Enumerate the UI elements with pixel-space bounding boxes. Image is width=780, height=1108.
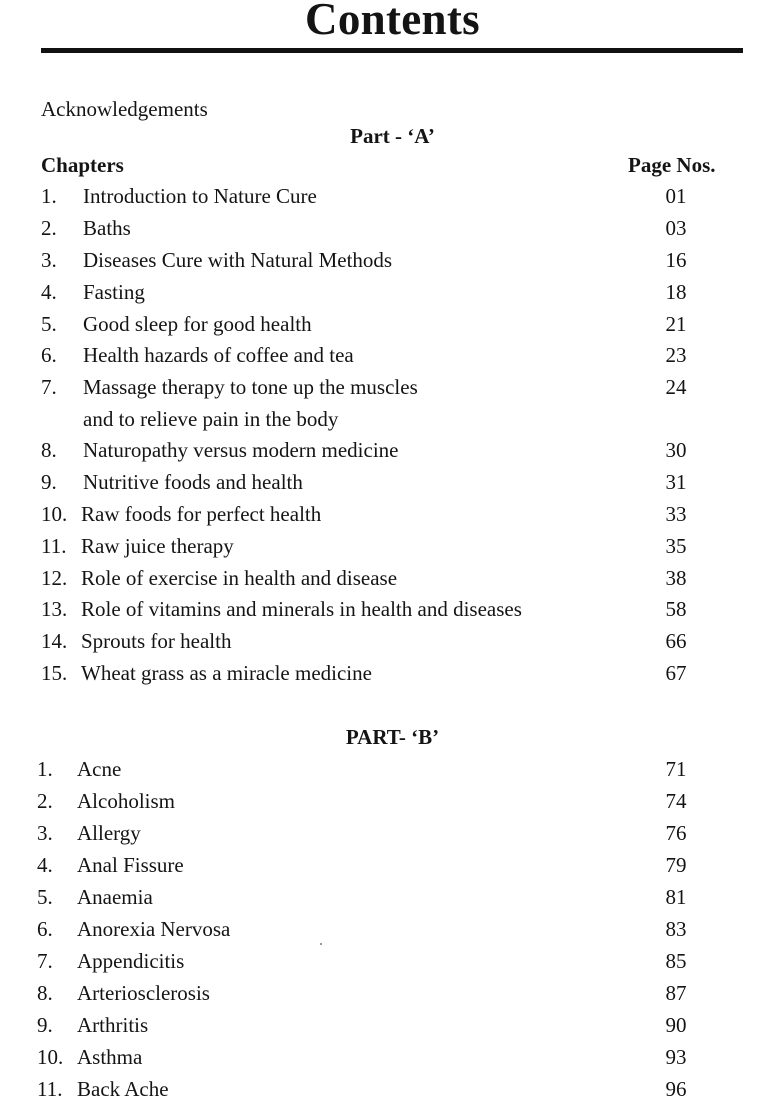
entry-number: 11.: [37, 1077, 63, 1101]
toc-entry[interactable]: [0, 597, 780, 628]
entry-number: 8.: [41, 438, 57, 462]
entry-page: 24: [665, 375, 687, 399]
entry-title: Health hazards of coffee and tea: [83, 343, 354, 367]
toc-entry[interactable]: [0, 1013, 780, 1044]
entry-number: 2.: [37, 789, 53, 813]
entry-title: Anorexia Nervosa: [77, 917, 231, 941]
toc-entry[interactable]: [0, 343, 780, 374]
toc-entry[interactable]: [0, 757, 780, 788]
toc-entry[interactable]: [0, 821, 780, 852]
entry-title: Asthma: [77, 1045, 143, 1069]
entry-title: Nutritive foods and health: [83, 470, 303, 494]
entry-title-continued: and to relieve pain in the body: [83, 407, 339, 431]
toc-entry[interactable]: [0, 312, 780, 343]
entry-title: Diseases Cure with Natural Methods: [83, 248, 393, 272]
entry-title: Arteriosclerosis: [77, 981, 210, 1005]
entry-page: 33: [665, 502, 687, 526]
entry-page: 03: [665, 216, 687, 240]
toc-entry[interactable]: [0, 470, 780, 501]
entry-page: 74: [665, 789, 687, 813]
entry-number: 2.: [41, 216, 57, 240]
toc-entry[interactable]: [0, 502, 780, 533]
entry-page: 81: [665, 885, 687, 909]
entry-number: 5.: [41, 312, 57, 336]
toc-entry[interactable]: [0, 789, 780, 820]
entry-page: 21: [665, 312, 687, 336]
entry-number: 15.: [41, 661, 68, 685]
entry-title: Raw juice therapy: [81, 534, 234, 558]
entry-number: 13.: [41, 597, 68, 621]
toc-entry[interactable]: [0, 184, 780, 215]
toc-entry[interactable]: [0, 248, 780, 279]
entry-page: 58: [665, 597, 687, 621]
chapters-column-header: Chapters: [41, 153, 124, 177]
toc-entry[interactable]: [0, 438, 780, 469]
toc-entry[interactable]: [0, 661, 780, 692]
entry-page: 90: [665, 1013, 687, 1037]
entry-title: Good sleep for good health: [83, 312, 312, 336]
page-title: Contents: [305, 0, 480, 44]
scan-speck: [320, 943, 322, 945]
entry-number: 10.: [41, 502, 68, 526]
title-rule-divider: [41, 48, 743, 53]
entry-number: 1.: [37, 757, 53, 781]
entry-number: 1.: [41, 184, 57, 208]
entry-title: Back Ache: [77, 1077, 169, 1101]
entry-page: 01: [665, 184, 687, 208]
entry-number: 3.: [41, 248, 57, 272]
part-a-heading: Part - ‘A’: [350, 124, 435, 148]
entry-page: 79: [665, 853, 687, 877]
entry-title: Arthritis: [77, 1013, 149, 1037]
entry-title: Massage therapy to tone up the muscles: [83, 375, 418, 399]
entry-number: 4.: [41, 280, 57, 304]
entry-page: 76: [665, 821, 687, 845]
entry-page: 85: [665, 949, 687, 973]
entry-page: 83: [665, 917, 687, 941]
toc-entry[interactable]: [0, 566, 780, 597]
entry-page: 93: [665, 1045, 687, 1069]
entry-page: 16: [665, 248, 687, 272]
entry-number: 4.: [37, 853, 53, 877]
entry-title: Alcoholism: [77, 789, 175, 813]
entry-number: 9.: [37, 1013, 53, 1037]
entry-title: Role of exercise in health and disease: [81, 566, 398, 590]
toc-entry[interactable]: [0, 375, 780, 438]
entry-number: 7.: [41, 375, 57, 399]
toc-entry[interactable]: [0, 1077, 780, 1108]
entry-page: 71: [665, 757, 687, 781]
entry-number: 9.: [41, 470, 57, 494]
entry-number: 8.: [37, 981, 53, 1005]
entry-title: Sprouts for health: [81, 629, 232, 653]
toc-entry[interactable]: [0, 853, 780, 884]
entry-number: 6.: [41, 343, 57, 367]
part-b-heading: PART- ‘B’: [345, 725, 440, 749]
entry-number: 12.: [41, 566, 68, 590]
entry-title: Role of vitamins and minerals in health and diseases: [81, 597, 522, 621]
entry-page: 87: [665, 981, 687, 1005]
toc-entry[interactable]: [0, 629, 780, 660]
entry-title: Acne: [77, 757, 122, 781]
toc-entry[interactable]: [0, 981, 780, 1012]
entry-page: 31: [665, 470, 687, 494]
entry-number: 6.: [37, 917, 53, 941]
entry-title: Naturopathy versus modern medicine: [83, 438, 399, 462]
entry-page: 18: [665, 280, 687, 304]
entry-page: 96: [665, 1077, 687, 1101]
acknowledgements-entry[interactable]: Acknowledgements: [41, 97, 208, 121]
entry-title: Wheat grass as a miracle medicine: [81, 661, 372, 685]
entry-title: Introduction to Nature Cure: [83, 184, 317, 208]
entry-number: 10.: [37, 1045, 64, 1069]
entry-number: 11.: [41, 534, 67, 558]
toc-entry[interactable]: [0, 216, 780, 247]
entry-page: 38: [665, 566, 687, 590]
toc-entry[interactable]: [0, 885, 780, 916]
entry-title: Anaemia: [77, 885, 153, 909]
entry-page: 30: [665, 438, 687, 462]
entry-title: Baths: [83, 216, 131, 240]
entry-page: 67: [665, 661, 687, 685]
entry-title: Anal Fissure: [77, 853, 184, 877]
entry-page: 23: [665, 343, 687, 367]
entry-title: Fasting: [83, 280, 145, 304]
entry-number: 14.: [41, 629, 68, 653]
entry-page: 66: [665, 629, 687, 653]
entry-number: 5.: [37, 885, 53, 909]
entry-title: Allergy: [77, 821, 141, 845]
toc-entry[interactable]: [0, 280, 780, 311]
page-nos-column-header: Page Nos.: [628, 153, 716, 177]
toc-entry[interactable]: [0, 917, 780, 948]
entry-title: Raw foods for perfect health: [81, 502, 322, 526]
toc-entry[interactable]: [0, 1045, 780, 1076]
toc-entry[interactable]: [0, 949, 780, 980]
toc-entry[interactable]: [0, 534, 780, 565]
entry-title: Appendicitis: [77, 949, 185, 973]
entry-number: 3.: [37, 821, 53, 845]
entry-number: 7.: [37, 949, 53, 973]
entry-page: 35: [665, 534, 687, 558]
